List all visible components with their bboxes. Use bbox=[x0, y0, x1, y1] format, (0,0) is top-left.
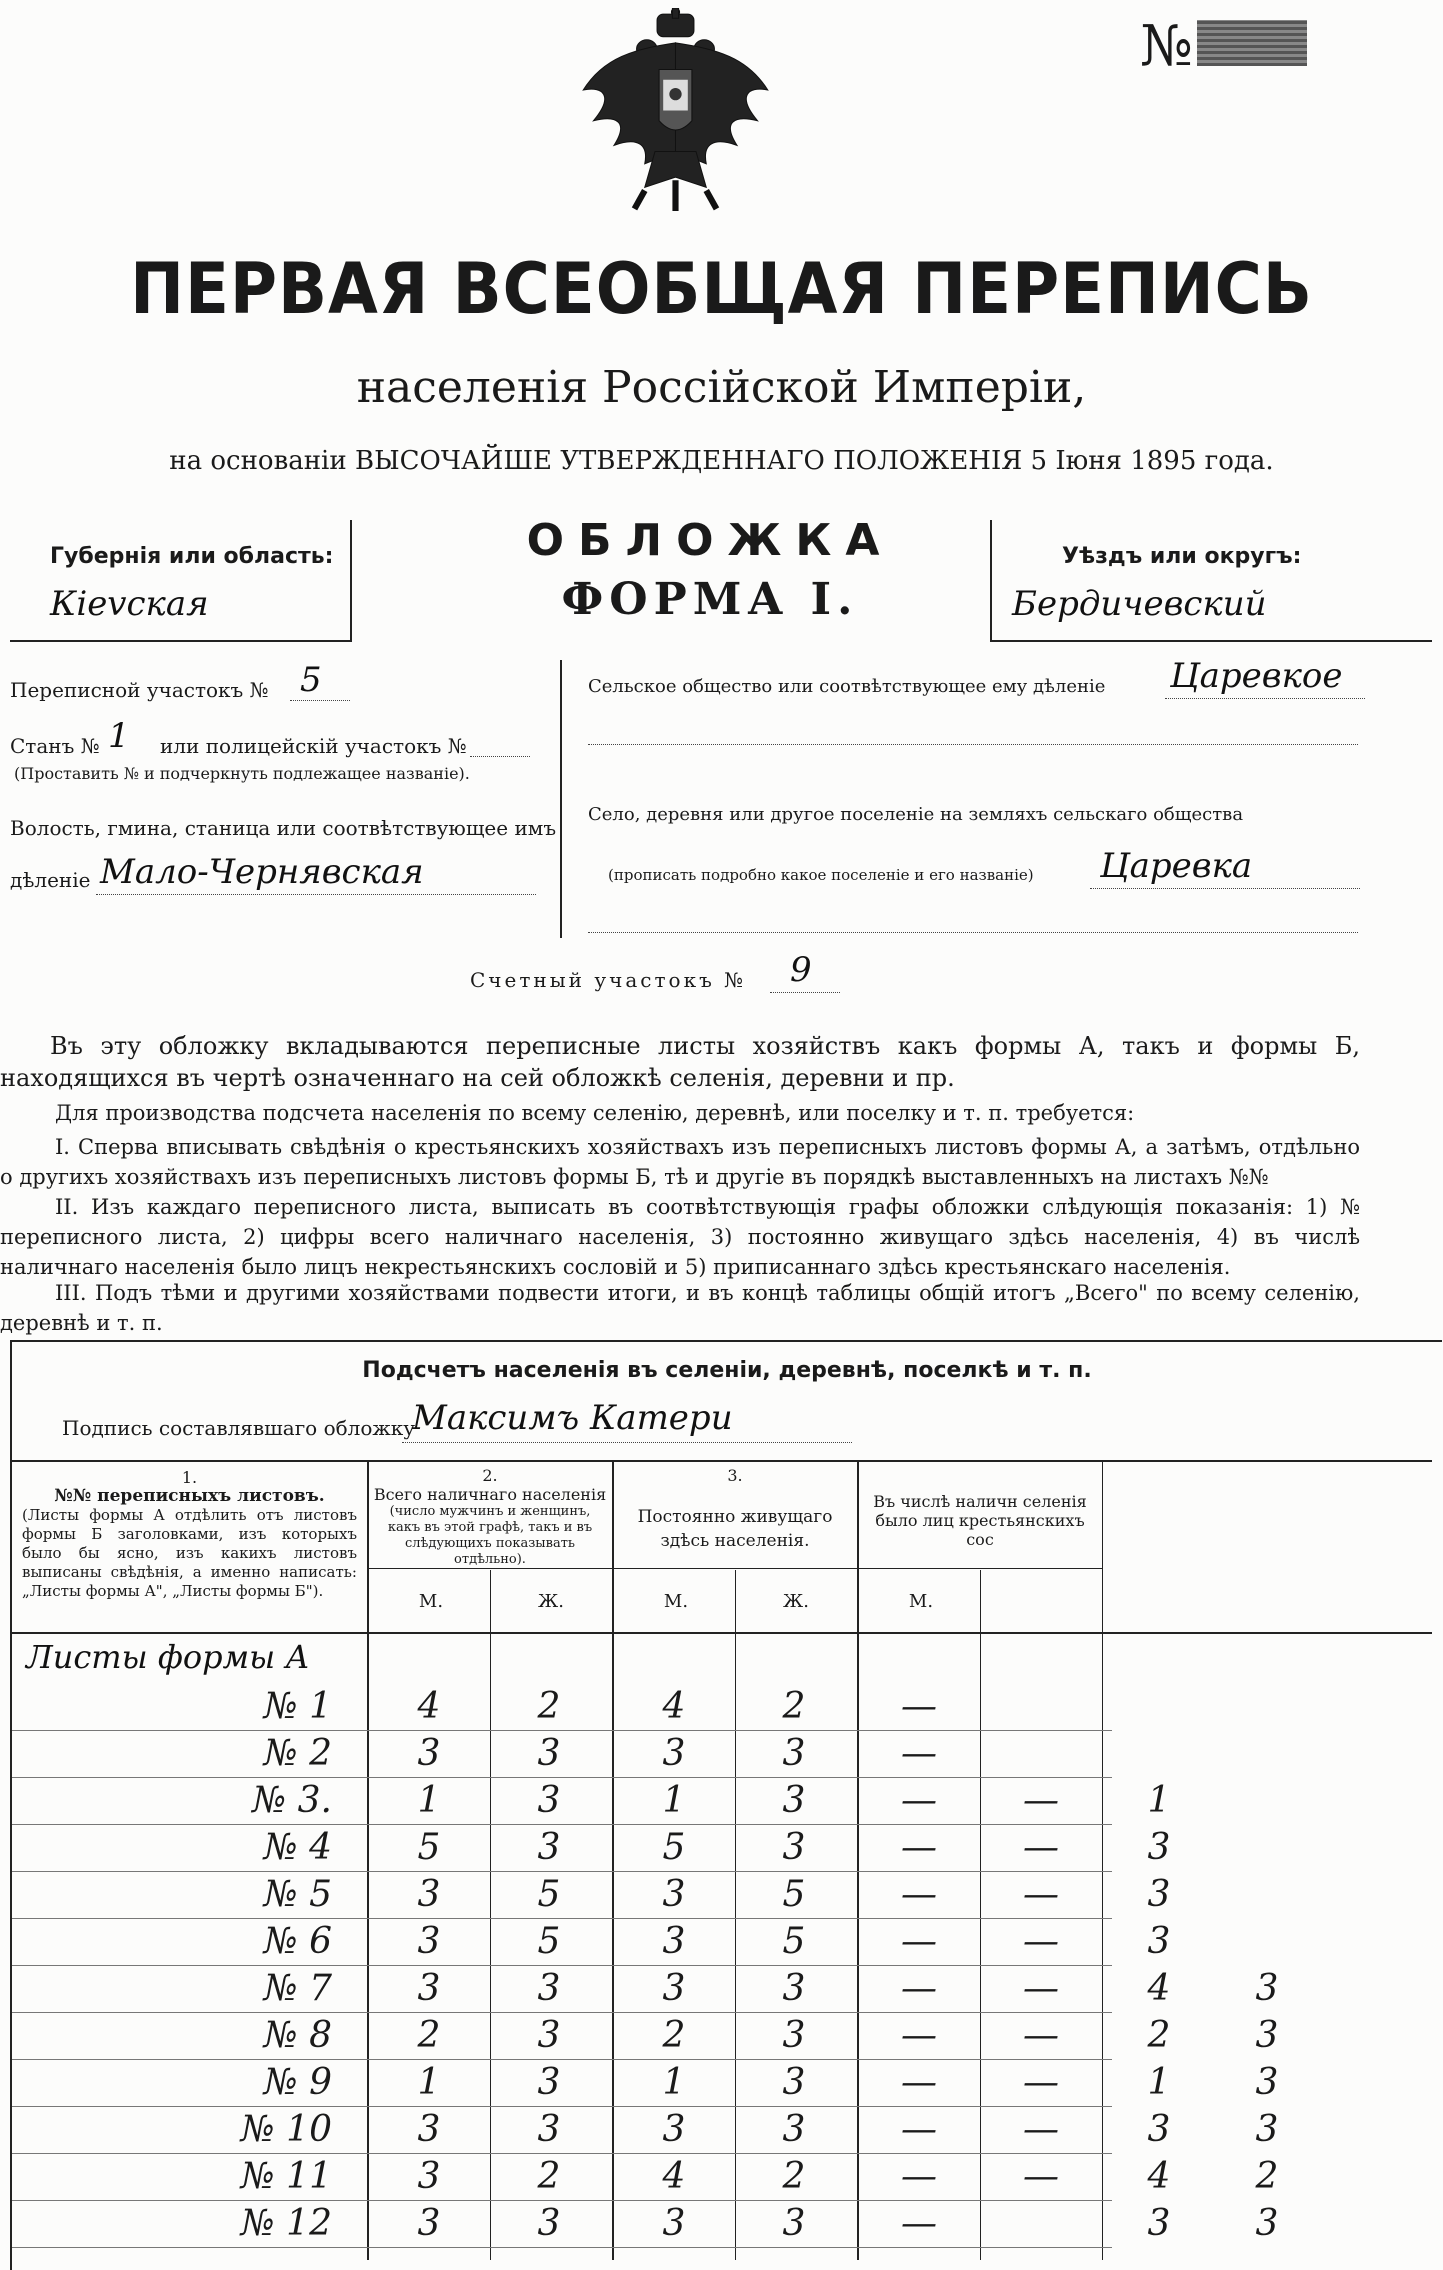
row-label: № 8 bbox=[263, 2015, 332, 2056]
table-cell-c7: 2 bbox=[1147, 2015, 1171, 2056]
table-cell-c1: 3 bbox=[417, 1921, 441, 1962]
table-cell-c6: — bbox=[1023, 2156, 1059, 2197]
table-cell-c1: 3 bbox=[417, 1968, 441, 2009]
table-cell-c3: 3 bbox=[662, 2109, 686, 2150]
table-cell-c4: 3 bbox=[782, 1968, 806, 2009]
col4-header: Въ числѣ наличн селенія было лиц крестьянскихъ сос bbox=[873, 1492, 1087, 1549]
counting-district-value: 9 bbox=[790, 950, 812, 990]
table-cell-c3: 2 bbox=[662, 2015, 686, 2056]
table-cell-c8: 3 bbox=[1255, 2062, 1279, 2103]
table-cell-c8: 3 bbox=[1255, 2109, 1279, 2150]
col1-note: (Листы формы А отдѣлить отъ листовъ формы Б заголовками, изъ которыхъ было бы ясно, изъ какихъ листовъ выписаны свѣдѣнія, а именно написать: „Листы формы А", „Листы формы Б"). bbox=[22, 1506, 357, 1600]
table-cell-c2: 3 bbox=[537, 1733, 561, 1774]
table-cell-c5: — bbox=[901, 1921, 937, 1962]
table-cell-c3: 3 bbox=[662, 2203, 686, 2244]
table-cell-c2: 5 bbox=[537, 1921, 561, 1962]
table-cell-c6: — bbox=[1023, 2062, 1059, 2103]
col3-m-header: М. bbox=[663, 1591, 689, 1612]
village-label: Село, деревня или другое поселеніе на земляхъ сельскаго общества bbox=[588, 804, 1244, 825]
table-cell-c7: 4 bbox=[1147, 2156, 1171, 2197]
col4-m-header: М. bbox=[908, 1591, 934, 1612]
table-cell-c1: 2 bbox=[417, 2015, 441, 2056]
table-cell-c7: 3 bbox=[1147, 1874, 1171, 1915]
row-label: № 5 bbox=[263, 1874, 332, 1915]
table-cell-c6: — bbox=[1023, 1921, 1059, 1962]
table-cell-c4: 3 bbox=[782, 2062, 806, 2103]
table-cell-c5: — bbox=[901, 2156, 937, 2197]
uezd-value: Бердичевский bbox=[1012, 584, 1267, 624]
table-cell-c2: 3 bbox=[537, 2062, 561, 2103]
table-cell-c3: 1 bbox=[662, 1780, 686, 1821]
col2-note: (число мужчинъ и женщинъ, какъ въ этой графѣ, такъ и въ слѣдующихъ показывать отдѣльно). bbox=[387, 1504, 593, 1567]
signature-label: Подпись составлявшаго обложку bbox=[62, 1416, 416, 1440]
table-cell-c3: 1 bbox=[662, 2062, 686, 2103]
table-cell-c1: 3 bbox=[417, 2203, 441, 2244]
table-cell-c2: 3 bbox=[537, 1780, 561, 1821]
table-cell-c3: 3 bbox=[662, 1874, 686, 1915]
table-cell-c6: — bbox=[1023, 2015, 1059, 2056]
instruction-item2: II. Изъ каждаго переписного листа, выписать въ соотвѣтствующія графы обложки слѣдующія показанія: 1) № переписного листа, 2) цифры всего наличнаго населенія, 3) постоянно живущаго здѣсь населенія, 4) въ числѣ наличнаго населенія было лицъ некрестьянскихъ сословій и 5) приписаннаго здѣсь крестьянскаго населенія. bbox=[0, 1195, 1360, 1279]
census-district-label: Переписной участокъ № bbox=[10, 678, 269, 702]
table-cell-c4: 3 bbox=[782, 1733, 806, 1774]
table-cell-c5: — bbox=[901, 1827, 937, 1868]
instruction-item3: III. Подъ тѣми и другими хозяйствами подвести итоги, и въ концѣ таблицы общій итогъ „Всего" по всему селенію, деревнѣ и т. п. bbox=[0, 1281, 1360, 1335]
table-cell-c4: 3 bbox=[782, 1780, 806, 1821]
gubernia-box bbox=[10, 520, 352, 642]
table-cell-c7: 1 bbox=[1147, 2062, 1171, 2103]
table-cell-c1: 3 bbox=[417, 1733, 441, 1774]
table-cell-c8: 3 bbox=[1255, 2203, 1279, 2244]
table-cell-c5: — bbox=[901, 2203, 937, 2244]
table-cell-c3: 3 bbox=[662, 1733, 686, 1774]
gubernia-label: Губернія или область: bbox=[50, 544, 334, 569]
table-cell-c1: 5 bbox=[417, 1827, 441, 1868]
form-label: ФОРМА I. bbox=[561, 574, 859, 625]
table-cell-c8: 3 bbox=[1255, 1968, 1279, 2009]
table-cell-c1: 1 bbox=[417, 1780, 441, 1821]
table-cell-c5: — bbox=[901, 1968, 937, 2009]
gubernia-value: Кievская bbox=[50, 584, 209, 624]
census-district-value: 5 bbox=[300, 660, 322, 700]
table-cell-c5: — bbox=[901, 2015, 937, 2056]
table-cell-c4: 2 bbox=[782, 2156, 806, 2197]
volost-value: Мало-Чернявская bbox=[100, 852, 424, 892]
row-label: № 12 bbox=[240, 2203, 332, 2244]
table-cell-c3: 4 bbox=[662, 2156, 686, 2197]
table-cell-c5: — bbox=[901, 1874, 937, 1915]
signature-value: Максимъ Катери bbox=[412, 1398, 733, 1438]
table-cell-c2: 3 bbox=[537, 2203, 561, 2244]
table-cell-c1: 3 bbox=[417, 2109, 441, 2150]
rural-society-value: Царевкое bbox=[1170, 656, 1343, 696]
row-label: № 3. bbox=[252, 1780, 332, 1821]
table-cell-c2: 5 bbox=[537, 1874, 561, 1915]
cover-label: ОБЛОЖКА bbox=[526, 515, 894, 566]
form-number-redacted bbox=[1197, 20, 1307, 66]
table-cell-c6: — bbox=[1023, 1780, 1059, 1821]
col1-number: 1. bbox=[181, 1468, 198, 1487]
table-cell-c5: — bbox=[901, 2062, 937, 2103]
uezd-box bbox=[990, 520, 1432, 642]
village-proviso: (прописать подробно какое поселеніе и его названіе) bbox=[608, 866, 1034, 884]
col3-zh-header: Ж. bbox=[783, 1591, 809, 1612]
col2-header: Всего наличнаго населенія bbox=[373, 1485, 607, 1504]
table-cell-c7: 4 bbox=[1147, 1968, 1171, 2009]
table-cell-c4: 5 bbox=[782, 1921, 806, 1962]
col2-zh-header: Ж. bbox=[538, 1591, 564, 1612]
table-cell-c6: — bbox=[1023, 2109, 1059, 2150]
row-label: № 7 bbox=[263, 1968, 332, 2009]
table-cell-c5: — bbox=[901, 1733, 937, 1774]
table-cell-c3: 5 bbox=[662, 1827, 686, 1868]
table-cell-c1: 3 bbox=[417, 2156, 441, 2197]
table-cell-c7: 3 bbox=[1147, 1921, 1171, 1962]
instruction-intro: Въ эту обложку вкладываются переписные листы хозяйствъ какъ формы А, такъ и формы Б, находящихся въ чертѣ означеннаго на сей обложкѣ селенія, деревни и пр. bbox=[0, 1032, 1360, 1092]
table-cell-c3: 3 bbox=[662, 1921, 686, 1962]
rural-society-label: Сельское общество или соотвѣтствующее ему дѣленіе bbox=[588, 676, 1106, 697]
col1-header: №№ переписныхъ листовъ. bbox=[54, 1486, 325, 1506]
instruction-requirement: Для производства подсчета населенія по всему селенію, деревнѣ, или поселку и т. п. требуется: bbox=[55, 1101, 1135, 1125]
table-cell-c7: 3 bbox=[1147, 2109, 1171, 2150]
table-cell-c4: 3 bbox=[782, 2109, 806, 2150]
row-label: № 10 bbox=[240, 2109, 332, 2150]
table-cell-c6: — bbox=[1023, 1827, 1059, 1868]
double-headed-eagle-icon bbox=[573, 8, 778, 213]
col3-number: 3. bbox=[727, 1466, 743, 1485]
table-cell-c4: 3 bbox=[782, 1827, 806, 1868]
form-number-label: № bbox=[1140, 14, 1193, 79]
page-subtitle: населенія Россійской Имперіи, bbox=[356, 362, 1087, 413]
division-label: дѣленіе bbox=[10, 868, 91, 892]
table-cell-c6: — bbox=[1023, 1874, 1059, 1915]
table-cell-c7: 3 bbox=[1147, 1827, 1171, 1868]
page-title: ПЕРВАЯ ВСЕОБЩАЯ ПЕРЕПИСЬ bbox=[130, 248, 1313, 330]
col3-header: Постоянно живущаго здѣсь населенія. bbox=[637, 1507, 833, 1551]
volost-label: Волость, гмина, станица или соотвѣтствующее имъ bbox=[10, 816, 557, 840]
table-cell-c2: 3 bbox=[537, 2015, 561, 2056]
table-cell-c4: 2 bbox=[782, 1686, 806, 1727]
police-label: или полицейскій участокъ № bbox=[160, 734, 467, 758]
col2-m-header: М. bbox=[418, 1591, 444, 1612]
table-cell-c2: 3 bbox=[537, 2109, 561, 2150]
table-cell-c1: 4 bbox=[417, 1686, 441, 1727]
table-cell-c2: 3 bbox=[537, 1827, 561, 1868]
stan-value: 1 bbox=[108, 716, 130, 756]
table-cell-c1: 3 bbox=[417, 1874, 441, 1915]
table-cell-c7: 3 bbox=[1147, 2203, 1171, 2244]
stan-label: Станъ № bbox=[10, 734, 100, 758]
table-cell-c2: 3 bbox=[537, 1968, 561, 2009]
table-cell-c8: 3 bbox=[1255, 2015, 1279, 2056]
instruction-item1: I. Сперва вписывать свѣдѣнія о крестьянскихъ хозяйствахъ изъ переписныхъ листовъ формы А, а затѣмъ, отдѣльно о другихъ хозяйствахъ изъ переписныхъ листовъ формы Б, тѣ и другіе въ порядкѣ выставленныхъ на листахъ №№ bbox=[0, 1135, 1360, 1189]
table-cell-c3: 3 bbox=[662, 1968, 686, 2009]
table-cell-c5: — bbox=[901, 1780, 937, 1821]
table-cell-c8: 2 bbox=[1255, 2156, 1279, 2197]
table-cell-c3: 4 bbox=[662, 1686, 686, 1727]
table-cell-c2: 2 bbox=[537, 2156, 561, 2197]
page-basis: на основаніи ВЫСОЧАЙШЕ УТВЕРЖДЕННАГО ПОЛОЖЕНІЯ 5 Іюня 1895 года. bbox=[169, 446, 1274, 476]
table-cell-c4: 3 bbox=[782, 2203, 806, 2244]
population-count-table bbox=[10, 1340, 1442, 2270]
table-title: Подсчетъ населенія въ селеніи, деревнѣ, поселкѣ и т. п. bbox=[362, 1358, 1092, 1383]
village-value: Царевка bbox=[1100, 846, 1253, 886]
row-label: № 9 bbox=[263, 2062, 332, 2103]
row-label: № 11 bbox=[240, 2156, 332, 2197]
table-cell-c4: 3 bbox=[782, 2015, 806, 2056]
counting-district-label: Счетный участокъ № bbox=[470, 968, 747, 992]
table-cell-c1: 1 bbox=[417, 2062, 441, 2103]
proviso-note: (Проставить № и подчеркнуть подлежащее названіе). bbox=[14, 764, 470, 783]
row-label: № 2 bbox=[263, 1733, 332, 1774]
col2-number: 2. bbox=[482, 1466, 498, 1485]
table-cell-c6: — bbox=[1023, 1968, 1059, 2009]
table-cell-c2: 2 bbox=[537, 1686, 561, 1727]
table-cell-c5: — bbox=[901, 1686, 937, 1727]
table-cell-c7: 1 bbox=[1147, 1780, 1171, 1821]
section-label-form-a: Листы формы А bbox=[26, 1638, 310, 1676]
row-label: № 1 bbox=[263, 1686, 332, 1727]
table-cell-c5: — bbox=[901, 2109, 937, 2150]
row-label: № 6 bbox=[263, 1921, 332, 1962]
uezd-label: Уѣздъ или округъ: bbox=[1062, 544, 1302, 569]
row-label: № 4 bbox=[263, 1827, 332, 1868]
table-cell-c4: 5 bbox=[782, 1874, 806, 1915]
